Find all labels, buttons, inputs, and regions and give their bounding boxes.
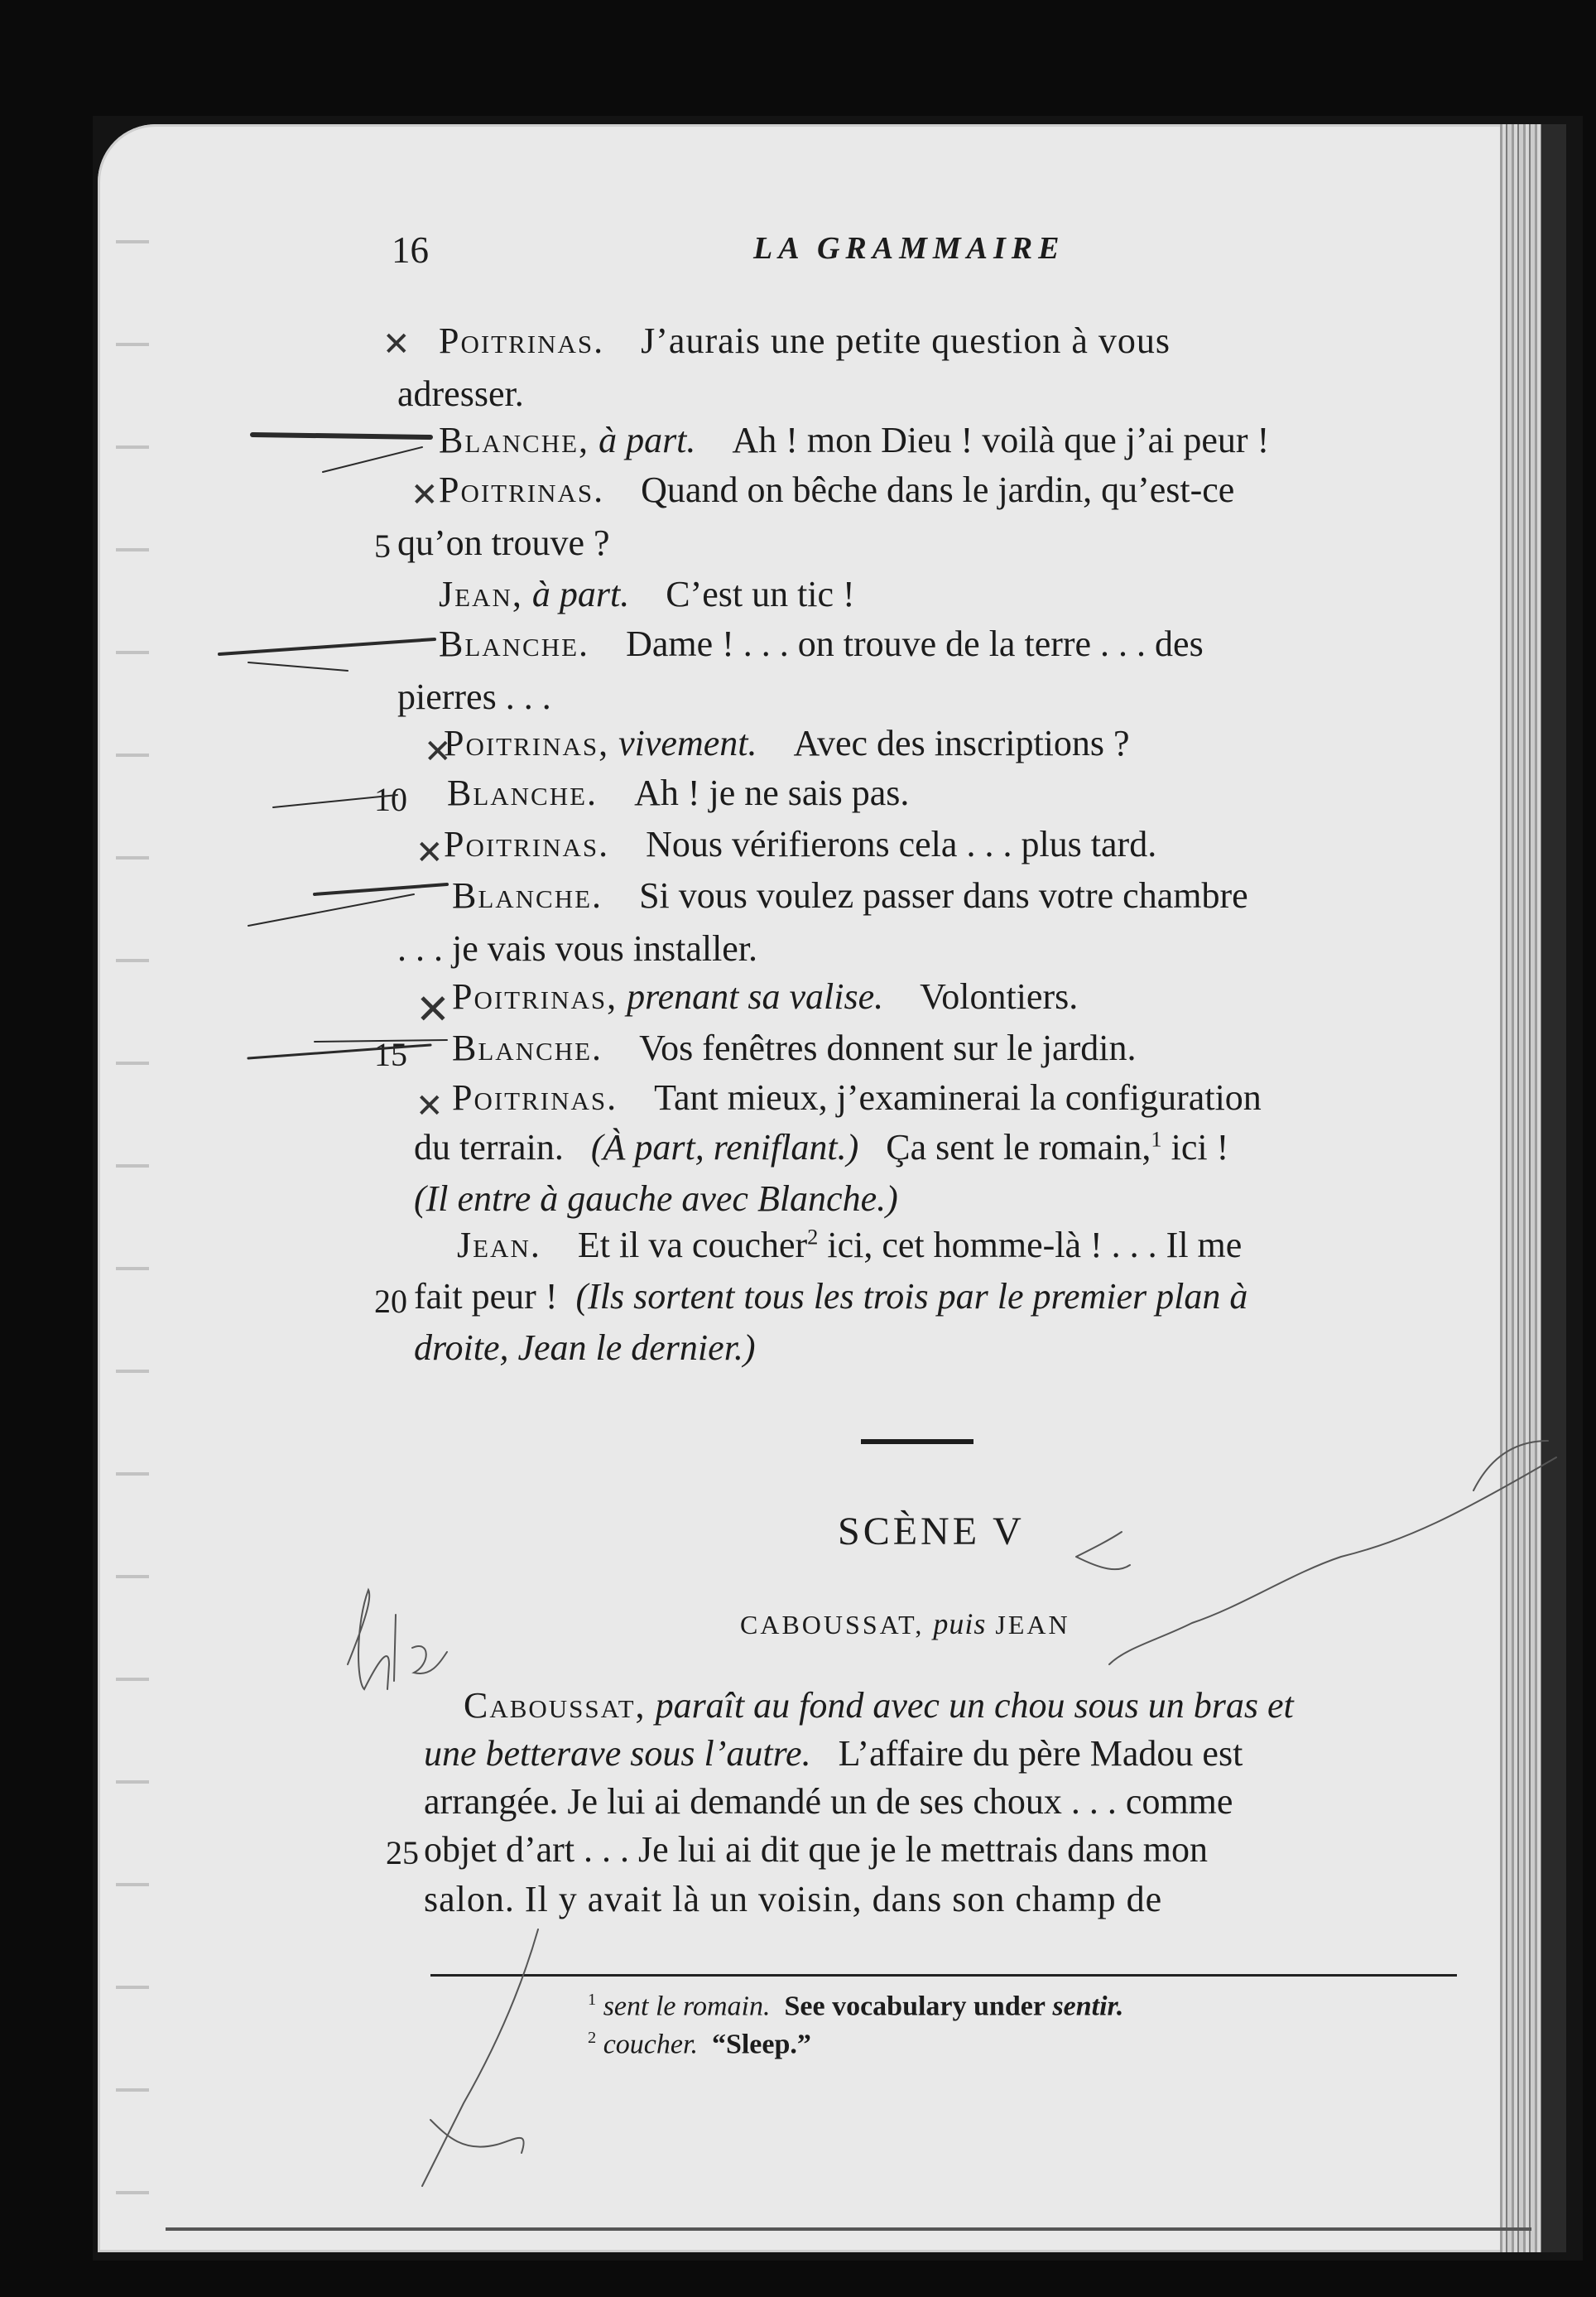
dialogue-line: arrangée. Je lui ai demandé un de ses choux . . . comme (424, 1781, 1233, 1822)
dialogue-line: adresser. (397, 373, 524, 414)
dialogue-line: Blanche. Dame ! . . . on trouve de la terre . . . des (439, 624, 1204, 664)
page-number: 16 (392, 229, 429, 271)
dialogue-line: Jean. Et il va coucher$^2$ ici, cet homme-là ! . . . Il me (457, 1224, 1243, 1265)
margin-x-mark: ✕ (424, 733, 452, 770)
dialogue-line: une betterave sous l’autre. L’affaire du père Madou est (424, 1733, 1243, 1774)
dialogue-line: Poitrinas. Quand on bêche dans le jardin, qu’est-ce (439, 470, 1235, 510)
dialogue-line: Caboussat, paraît au fond avec un chou sous un bras et (464, 1685, 1294, 1726)
margin-x-mark: ✕ (411, 476, 439, 513)
footnote: $^2$ coucher. “Sleep.” (588, 2029, 811, 2060)
line-number: 10 (374, 781, 407, 818)
margin-x-mark: ✕ (416, 986, 450, 1033)
line-number: 5 (374, 527, 391, 565)
dialogue-line: du terrain. (À part, reniflant.) Ça sent le romain,$^1$ ici ! (414, 1126, 1229, 1168)
dialogue-line: Blanche. Ah ! je ne sais pas. (447, 773, 910, 813)
footnote: $^1$ sent le romain. See vocabulary under sentir. (588, 1991, 1124, 2022)
dialogue-line: salon. Il y avait là un voisin, dans son champ de (424, 1879, 1163, 1919)
line-number: 20 (374, 1283, 407, 1320)
dialogue-line: Blanche. Si vous voulez passer dans votre chambre (452, 875, 1248, 916)
dialogue-line: Poitrinas. Nous vérifierons cela . . . plus tard. (444, 824, 1157, 864)
margin-x-mark: ✕ (382, 325, 411, 363)
scene-title: SCÈNE V (838, 1510, 1025, 1553)
stage-direction: droite, Jean le dernier.) (414, 1327, 756, 1368)
dialogue-line: pierres . . . (397, 677, 551, 717)
dialogue-line: Poitrinas, prenant sa valise. Volontiers. (452, 976, 1079, 1017)
dialogue-line: Poitrinas. Tant mieux, j’examinerai la configuration (452, 1077, 1262, 1118)
dialogue-line: fait peur ! (Ils sortent tous les trois par le premier plan à (414, 1276, 1248, 1317)
margin-x-mark: ✕ (416, 834, 444, 871)
stage-direction: (Il entre à gauche avec Blanche.) (414, 1178, 898, 1219)
dialogue-line: Poitrinas. J’aurais une petite question à vous (439, 320, 1171, 361)
scene-characters: CABOUSSAT, puis JEAN (740, 1607, 1070, 1640)
running-title: LA GRAMMAIRE (753, 231, 1065, 266)
dialogue-line: Poitrinas, vivement. Avec des inscriptions ? (444, 723, 1130, 763)
dialogue-line: Blanche. Vos fenêtres donnent sur le jardin. (452, 1028, 1137, 1068)
dialogue-line: objet d’art . . . Je lui ai dit que je le mettrais dans mon (424, 1829, 1208, 1870)
dialogue-line: . . . je vais vous installer. (397, 928, 758, 969)
dialogue-line: Blanche, à part. Ah ! mon Dieu ! voilà que j’ai peur ! (439, 420, 1270, 460)
margin-x-mark: ✕ (416, 1087, 444, 1124)
dialogue-line: qu’on trouve ? (397, 522, 610, 563)
line-number: 25 (386, 1834, 419, 1871)
dialogue-line: Jean, à part. C’est un tic ! (439, 574, 855, 614)
line-number: 15 (374, 1036, 407, 1073)
